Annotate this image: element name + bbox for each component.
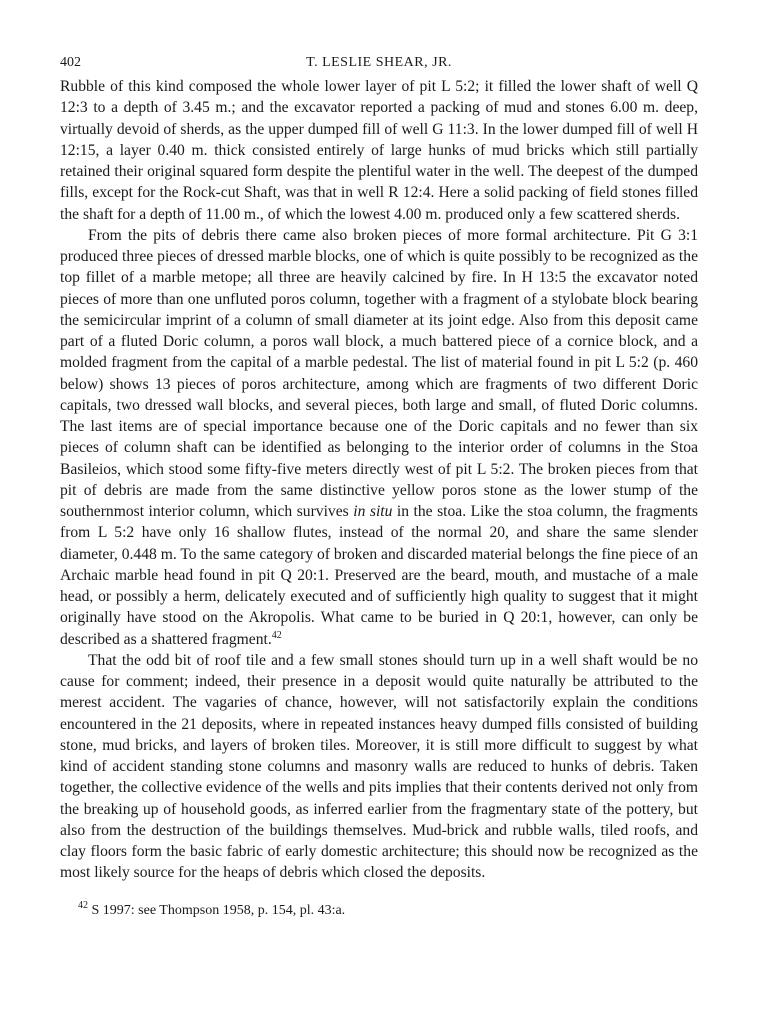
paragraph-text: From the pits of debris there came also broken pieces of more formal architecture. Pit G 3:1 produced three pieces of dressed marble blocks, one of which is quite possibly to be recognized as the top fillet of a marble metope; all three are heavily calcined by fire. In H 13:5 the excavator noted pieces of more than one unfluted poros column, together with a fragment of a stylobate block bearing the semicircular imprint of a column of small diameter at its joint edge. Also from this deposit came part of a fluted Doric column, a poros wall block, a much battered piece of a cornice block, and a molded fragment from the capital of a marble pedestal. The list of material found in pit L 5:2 (p. 460 below) shows 13 pieces of poros architecture, among which are fragments of two different Doric capitals, two dressed wall blocks, and several pieces, both large and small, of fluted Doric columns. The last items are of special importance because one of the Doric capitals and no fewer than six pieces of column shaft can be identified as belonging to the interior order of columns in the Stoa Basileios, which stood some fifty-five meters directly west of pit L 5:2. The broken pieces from that pit of debris are made from the same distinctive yellow poros stone as the lower stump of the southernmost interior column, which survives: [60, 226, 698, 520]
paragraph-text: Rubble of this kind composed the whole lower layer of pit L 5:2; it filled the lower shaft of well Q 12:3 to a depth of 3.45 m.; and the excavator reported a packing of mud and stones 6.00 m. deep, virtually devoid of sherds, as the upper dumped fill of well G 11:3. In the lower dumped fill of well H 12:15, a layer 0.40 m. thick consisted entirely of large hunks of mud bricks which still partially retained their original squared form despite the plentiful water in the well. The deepest of the dumped fills, except for the Rock-cut Shaft, was that in well R 12:4. Here a solid packing of field stones filled the shaft for a depth of 11.00 m., of which the lowest 4.00 m. produced only a few scattered sherds.: [60, 78, 698, 223]
page: [60, 52, 698, 920]
paragraph: [60, 76, 698, 225]
paragraph: [60, 650, 698, 884]
footnote-marker: 42: [78, 899, 88, 911]
footnote-reference: 42: [271, 629, 282, 641]
paragraph-text: in the stoa. Like the stoa column, the fragments from L 5:2 have only 16 shallow flutes, instead of the normal 20, and share the same slender diameter, 0.448 m. To the same category of broken and discarded material belongs the fine piece of an Archaic marble head found in pit Q 20:1. Preserved are the beard, mouth, and mustache of a male head, or possibly a herm, delicately executed and of sufficiently high quality to suggest that it might originally have stood on the Akropolis. What came to be buried in Q 20:1, however, can only be described as a shattered fragment.: [60, 503, 698, 648]
body-text: [60, 76, 698, 884]
footnote-text: S 1997: see Thompson 1958, p. 154, pl. 43:a.: [88, 902, 346, 918]
page-header: [60, 52, 698, 76]
footnote: [60, 899, 698, 920]
paragraph: [60, 225, 698, 650]
italic-text: in situ: [353, 503, 393, 520]
page-number: 402: [60, 55, 81, 70]
paragraph-text: That the odd bit of roof tile and a few small stones should turn up in a well shaft would be no cause for comment; indeed, their presence in a deposit would quite naturally be attributed to the merest accident. The vagaries of chance, however, will not satisfactorily explain the conditions encountered in the 21 deposits, where in repeated instances heavy dumped fills consisted of building stone, mud bricks, and layers of broken tiles. Moreover, it is still more difficult to suggest by what kind of accident standing stone columns and masonry walls are reduced to hunks of debris. Taken together, the collective evidence of the wells and pits implies that their contents derived not only from the breaking up of household goods, as inferred earlier from the fragmentary state of the pottery, but also from the destruction of the buildings themselves. Mud-brick and rubble walls, tiled roofs, and clay floors form the basic fabric of early domestic architecture; this should now be recognized as the most likely source for the heaps of debris which closed the deposits.: [60, 651, 698, 882]
running-head: T. LESLIE SHEAR, JR.: [306, 55, 452, 70]
